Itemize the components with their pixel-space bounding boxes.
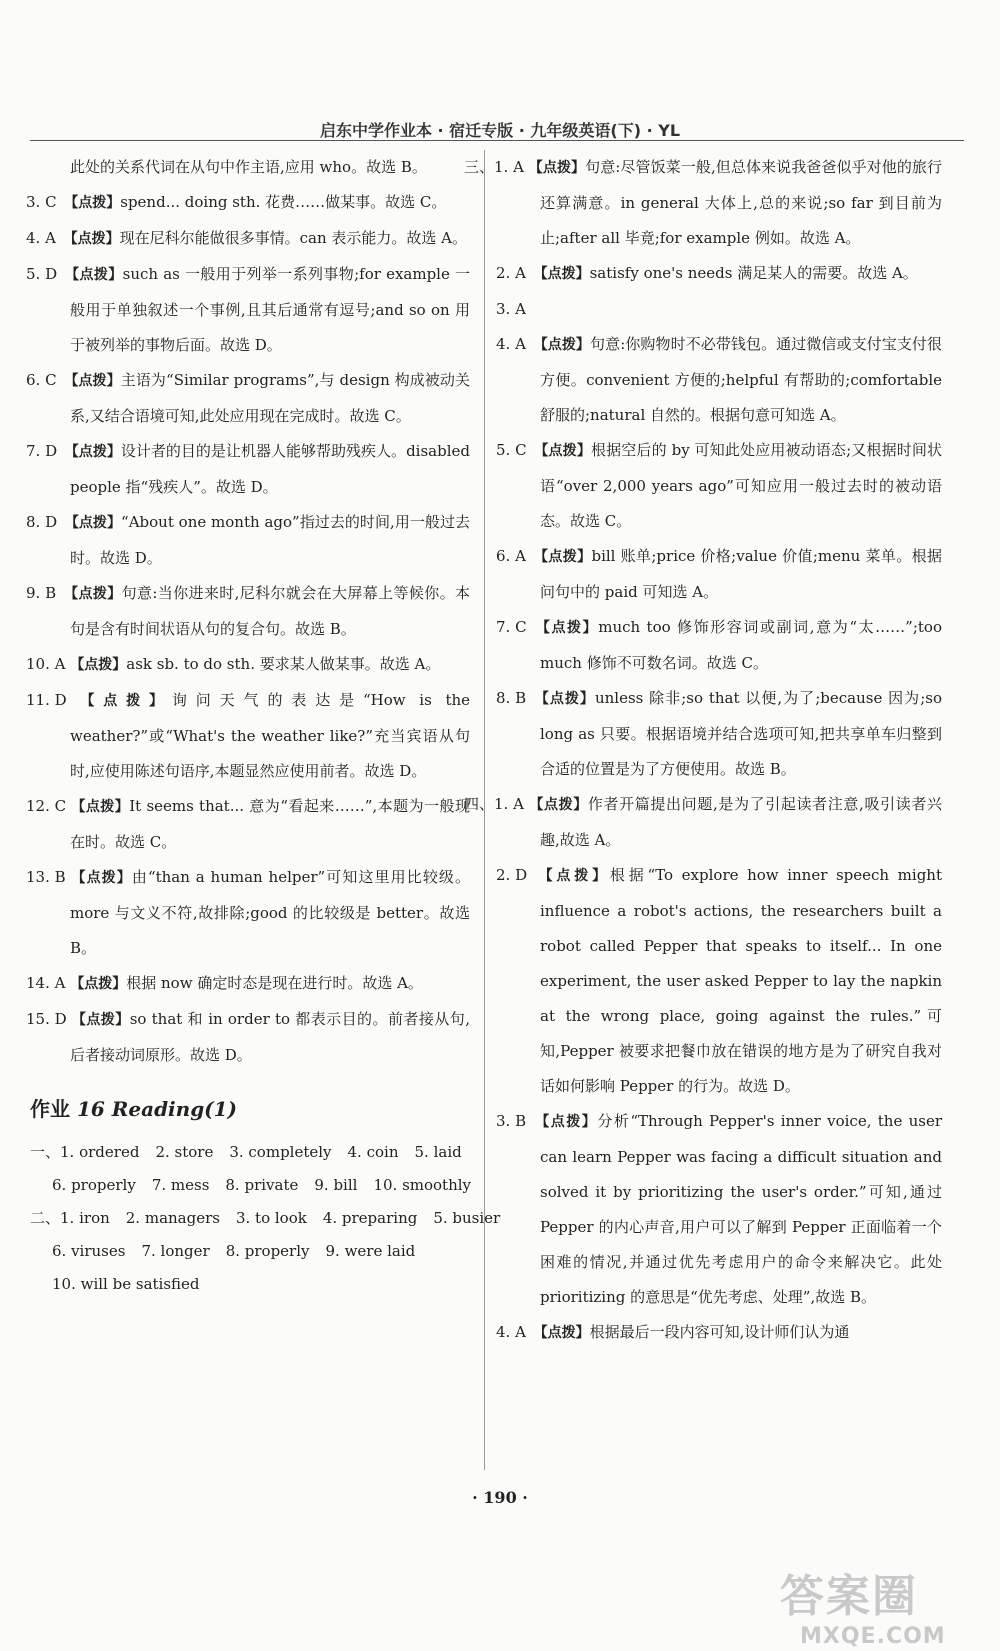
section-prefix: 作业 bbox=[30, 1097, 70, 1121]
tip-label: 【点拨】 bbox=[80, 693, 172, 709]
item-number: 8. B bbox=[496, 689, 527, 707]
answer-word: 5. laid bbox=[414, 1143, 462, 1161]
item-text: much too 修饰形容词或副词,意为“太……”;too much 修饰不可数名词。故选 C。 bbox=[540, 618, 942, 672]
answer-row bbox=[30, 1235, 470, 1268]
item-text: such as 一般用于列举一系列事物;for example 一般用于单独叙述一个事例,且其后通常有逗号;and so on 用于被列举的事物后面。故选 D。 bbox=[70, 265, 470, 354]
item-number: 9. B bbox=[26, 584, 57, 602]
item-text: satisfy one's needs 满足某人的需要。故选 A。 bbox=[589, 264, 918, 282]
answer-item bbox=[26, 185, 470, 221]
item-number: 3. A bbox=[496, 300, 526, 318]
answer-item bbox=[26, 363, 470, 434]
answer-item bbox=[26, 434, 470, 505]
item-number: 四、1. A bbox=[464, 795, 524, 813]
item-text: so that 和 in order to 都表示目的。前者接从句,后者接动词原形。故选 D。 bbox=[70, 1010, 470, 1064]
answer-item bbox=[26, 576, 470, 647]
watermark-en: MXQE.COM bbox=[800, 1624, 946, 1649]
item-text: 根据最后一段内容可知,设计师们认为通 bbox=[589, 1323, 850, 1341]
item-number: 14. A bbox=[26, 974, 66, 992]
item-text: 根据“To explore how inner speech might influence a robot's actions, the researchers built a robot called Pepper that speaks to itself... In one experiment, the user asked Pepper to lay the napkin at the wrong place, going against the rules.”可知,Pepper 被要求把餐巾放在错误的地方是为了研究自我对话如何影响 Pepper 的行为。故选 D。 bbox=[540, 866, 942, 1095]
tip-label: 【点拨】 bbox=[63, 231, 120, 247]
answer-row bbox=[30, 1169, 470, 1202]
answer-item bbox=[496, 858, 942, 1104]
answer-word: 8. properly bbox=[225, 1242, 310, 1260]
tip-label: 【点拨】 bbox=[64, 373, 121, 389]
item-text: unless 除非;so that 以便,为了;because 因为;so long as 只要。根据语境并结合选项可知,把共享单车归整到合适的位置是为了方便使用。故选 B。 bbox=[540, 689, 942, 778]
page-header: 启东中学作业本 · 宿迁专版 · 九年级英语(下) · YL bbox=[319, 121, 681, 140]
answer-lead: 一、 bbox=[30, 1143, 61, 1161]
tip-label: 【点拨】 bbox=[64, 444, 121, 460]
item-number: 2. A bbox=[496, 264, 526, 282]
answer-item bbox=[26, 647, 470, 683]
item-number: 6. A bbox=[496, 547, 526, 565]
answer-word: 7. mess bbox=[151, 1176, 210, 1194]
answer-item bbox=[30, 150, 470, 185]
answer-item bbox=[496, 433, 943, 539]
item-text: 分析“Through Pepper's inner voice, the user can learn Pepper was facing a difficult situation and solved it by prioritizing the user's order.”可知,通过 Pepper 的内心声音,用户可以了解到 Pepper 正面临着一个困难的情况,并通过优先考虑用户的命令来解决它。此处 prioritizing 的意思是“优先考虑、处理”,故选 B。 bbox=[540, 1112, 942, 1306]
item-text: 句意:当你进来时,尼科尔就会在大屏幕上等候你。本句是含有时间状语从句的复合句。故选 B。 bbox=[70, 584, 470, 638]
answer-item bbox=[496, 327, 942, 433]
item-text: 现在尼科尔能做很多事情。can 表示能力。故选 A。 bbox=[119, 229, 467, 247]
tip-label: 【点拨】 bbox=[64, 586, 122, 602]
item-number: 6. C bbox=[26, 371, 57, 389]
answer-item bbox=[496, 539, 942, 610]
tip-label: 【点拨】 bbox=[533, 1325, 590, 1341]
answer-word: 1. ordered bbox=[60, 1143, 140, 1161]
answer-word: 2. store bbox=[155, 1143, 214, 1161]
answer-item bbox=[496, 1104, 942, 1315]
left-items bbox=[26, 150, 471, 1073]
tip-label: 【点拨】 bbox=[71, 799, 130, 815]
answer-item bbox=[464, 787, 942, 858]
answer-word: 10. smoothly bbox=[373, 1176, 472, 1194]
answer-item bbox=[464, 150, 942, 256]
answer-item bbox=[26, 257, 470, 363]
answer-word: 7. longer bbox=[141, 1242, 210, 1260]
watermark-cn: 答案圈 bbox=[780, 1571, 918, 1622]
tip-label: 【点拨】 bbox=[64, 515, 122, 531]
item-number: 5. C bbox=[496, 441, 527, 459]
answer-word: 9. bill bbox=[314, 1176, 358, 1194]
tip-label: 【点拨】 bbox=[71, 1012, 130, 1028]
answer-row bbox=[30, 1136, 470, 1169]
item-text: 主语为“Similar programs”,与 design 构成被动关系,又结合语境可知,此处应用现在完成时。故选 C。 bbox=[70, 371, 470, 425]
section-title bbox=[30, 1093, 470, 1122]
item-number: 3. B bbox=[496, 1112, 527, 1130]
item-number: 10. A bbox=[26, 655, 66, 673]
tip-label: 【点拨】 bbox=[538, 868, 610, 884]
answer-item bbox=[26, 1002, 470, 1073]
answer-item bbox=[26, 505, 471, 576]
tip-label: 【点拨】 bbox=[528, 160, 586, 176]
answer-word: 6. viruses bbox=[52, 1242, 126, 1260]
answer-word: 4. preparing bbox=[322, 1209, 418, 1227]
item-number: 三、1. A bbox=[464, 158, 524, 176]
tip-label: 【点拨】 bbox=[65, 267, 123, 283]
answer-item bbox=[496, 292, 942, 327]
answer-item bbox=[496, 1315, 942, 1351]
item-number: 4. A bbox=[496, 1323, 526, 1341]
item-text: spend... doing sth. 花费……做某事。故选 C。 bbox=[120, 193, 447, 211]
answer-lead: 二、 bbox=[30, 1209, 61, 1227]
answer-row bbox=[30, 1202, 501, 1235]
answer-row bbox=[30, 1268, 470, 1301]
item-text: 根据 now 确定时态是现在进行时。故选 A。 bbox=[126, 974, 423, 992]
answer-word: 4. coin bbox=[347, 1143, 399, 1161]
answer-word: 5. busier bbox=[433, 1209, 501, 1227]
tip-label: 【点拨】 bbox=[534, 691, 595, 707]
item-number: 15. D bbox=[26, 1010, 67, 1028]
answer-item bbox=[26, 860, 470, 966]
answer-word: 3. completely bbox=[229, 1143, 332, 1161]
item-number: 11. D bbox=[26, 691, 67, 709]
header-rule bbox=[30, 140, 964, 141]
item-text: 根据空后的 by 可知此处应用被动语态;又根据时间状语“over 2,000 years ago”可知应用一般过去时的被动语态。故选 C。 bbox=[540, 441, 943, 530]
tip-label: 【点拨】 bbox=[533, 549, 592, 565]
tip-label: 【点拨】 bbox=[535, 1114, 598, 1130]
answer-item bbox=[26, 221, 470, 257]
item-number: 7. D bbox=[26, 442, 58, 460]
item-number: 4. A bbox=[26, 229, 56, 247]
answer-item bbox=[26, 683, 471, 789]
item-number: 7. C bbox=[496, 618, 527, 636]
answer-word: 6. properly bbox=[52, 1176, 136, 1194]
item-text: 句意:你购物时不必带钱包。通过微信或支付宝支付很方便。convenient 方便的;helpful 有帮助的;comfortable 舒服的;natural 自然的。根据句意可知选 A。 bbox=[540, 335, 942, 424]
item-number: 2. D bbox=[496, 866, 528, 884]
item-number: 3. C bbox=[26, 193, 57, 211]
tip-label: 【点拨】 bbox=[529, 797, 588, 813]
item-text: 此处的关系代词在从句中作主语,应用 who。故选 B。 bbox=[70, 158, 427, 176]
item-text: 设计者的目的是让机器人能够帮助残疾人。disabled people 指“残疾人”。故选 D。 bbox=[70, 442, 470, 496]
tip-label: 【点拨】 bbox=[533, 337, 591, 353]
answer-item bbox=[496, 681, 942, 787]
answer-word: 8. private bbox=[225, 1176, 299, 1194]
page-number: · 190 · bbox=[472, 1488, 528, 1507]
tip-label: 【点拨】 bbox=[71, 870, 132, 886]
section-name: 16 Reading(1) bbox=[76, 1097, 238, 1121]
item-number: 12. C bbox=[26, 797, 67, 815]
answer-word: 2. managers bbox=[125, 1209, 220, 1227]
item-text: ask sb. to do sth. 要求某人做某事。故选 A。 bbox=[126, 655, 441, 673]
answer-item bbox=[26, 789, 471, 860]
answer-item bbox=[26, 966, 470, 1002]
item-text: 询问天气的表达是“How is the weather?”或“What's the weather like?”充当宾语从句时,应使用陈述句语序,本题显然应使用前者。故选 D。 bbox=[70, 691, 471, 780]
answer-word: 10. will be satisfied bbox=[52, 1275, 200, 1293]
item-number: 13. B bbox=[26, 868, 66, 886]
item-number: 4. A bbox=[496, 335, 526, 353]
tip-label: 【点拨】 bbox=[70, 976, 127, 992]
item-text: 句意:尽管饭菜一般,但总体来说我爸爸似乎对他的旅行还算满意。in general 大体上,总的来说;so far 到目前为止;after all 毕竟;for example 例如。故选 A。 bbox=[540, 158, 942, 247]
item-text: 作者开篇提出问题,是为了引起读者注意,吸引读者兴趣,故选 A。 bbox=[540, 795, 942, 849]
item-text: 由“than a human helper”可知这里用比较级。more 与文义不符,故排除;good 的比较级是 better。故选 B。 bbox=[70, 868, 470, 957]
item-text: It seems that... 意为“看起来……”,本题为一般现在时。故选 C。 bbox=[70, 797, 471, 851]
answer-block bbox=[30, 1136, 501, 1301]
answer-word: 3. to look bbox=[235, 1209, 307, 1227]
tip-label: 【点拨】 bbox=[535, 620, 599, 636]
tip-label: 【点拨】 bbox=[64, 195, 121, 211]
answer-word: 1. iron bbox=[60, 1209, 110, 1227]
item-text: “About one month ago”指过去的时间,用一般过去时。故选 D。 bbox=[70, 513, 471, 567]
item-text: bill 账单;price 价格;value 价值;menu 菜单。根据问句中的 paid 可知选 A。 bbox=[540, 547, 942, 601]
answer-item bbox=[496, 610, 942, 681]
tip-label: 【点拨】 bbox=[534, 443, 591, 459]
tip-label: 【点拨】 bbox=[70, 657, 127, 673]
answer-word: 9. were laid bbox=[325, 1242, 416, 1260]
answer-item bbox=[496, 256, 942, 292]
watermark-logo bbox=[780, 1560, 980, 1650]
item-number: 5. D bbox=[26, 265, 58, 283]
tip-label: 【点拨】 bbox=[533, 266, 590, 282]
item-number: 8. D bbox=[26, 513, 58, 531]
